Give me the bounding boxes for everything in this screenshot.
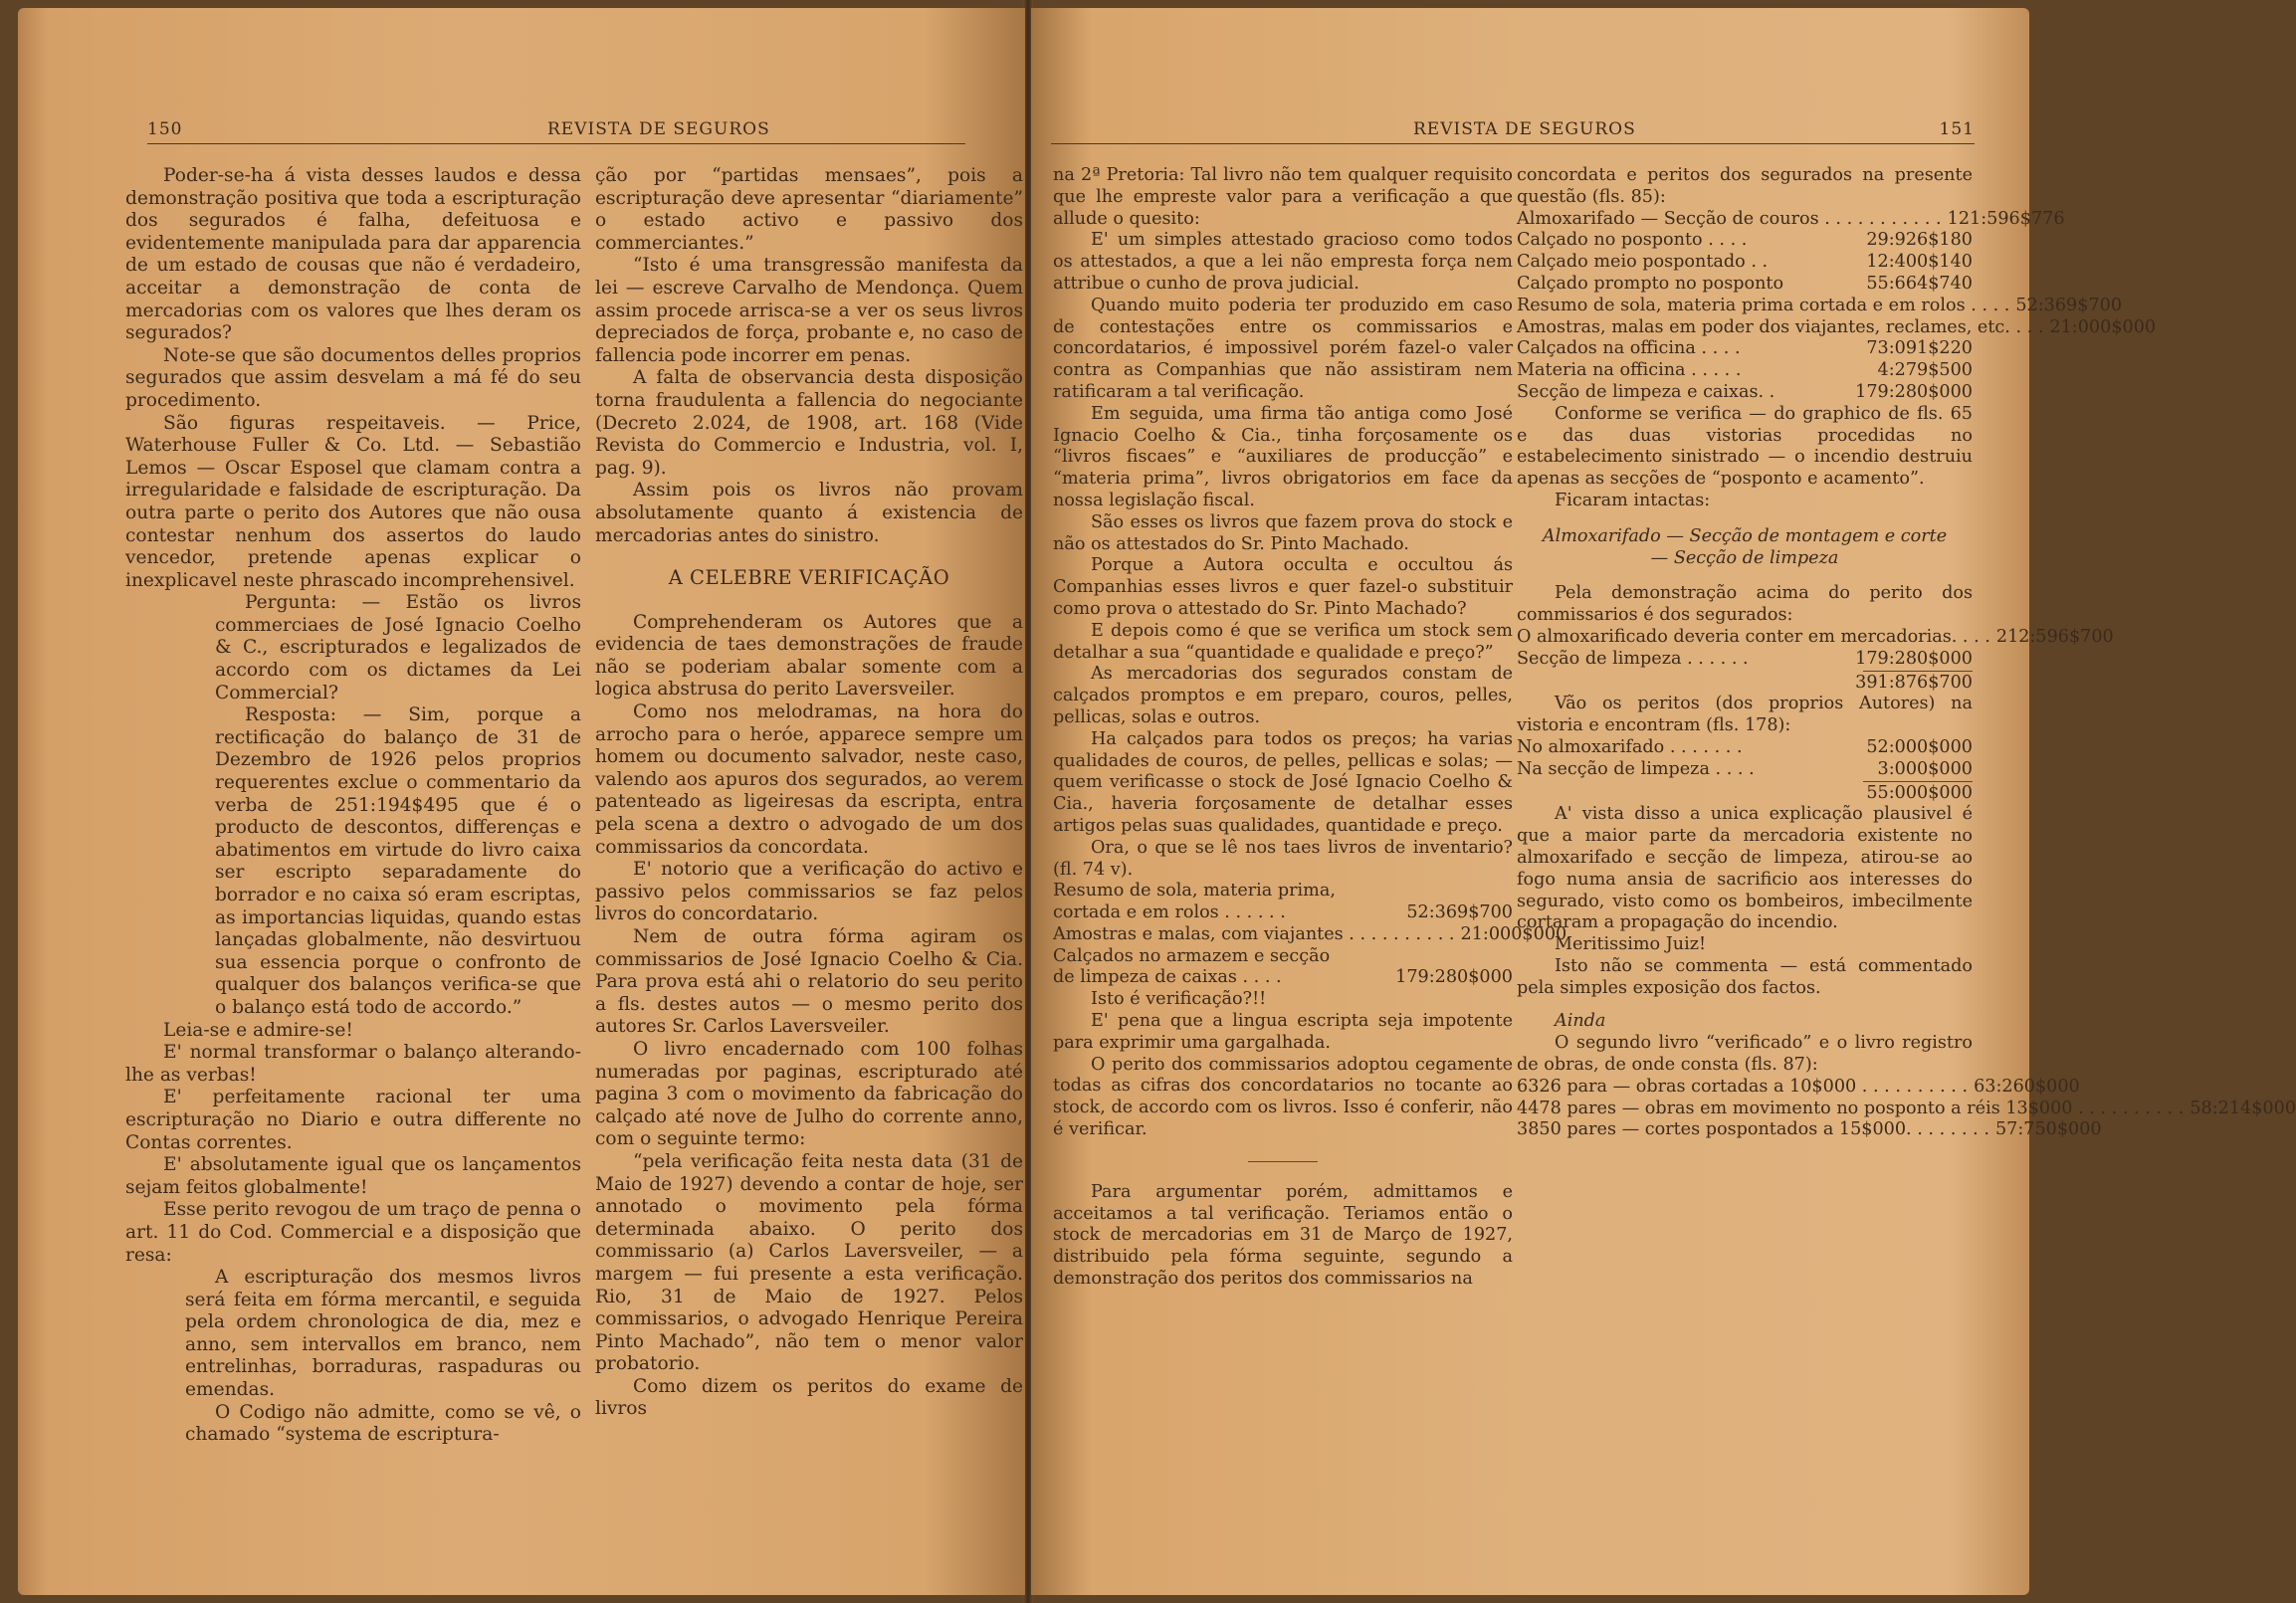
row-value: 179:280$000 (1855, 648, 1973, 669)
section-title: A CELEBRE VERIFICAÇÃO (668, 566, 950, 590)
table-row (1053, 881, 1513, 902)
paragraph: São figuras respeitaveis. — Price, Waterhouse Fuller & Co. Ltd. — Sebastião Lemos — Oscar Esposel que clamam contra a irregularidade e falsidade de escripturação. Da outra parte o perito dos Autores que não ousa contestar nenhum dos assertos do laudo vencedor, pretende apenas explicar o inexplicavel neste phrascado incomprehensivel. (125, 412, 581, 591)
table-row (1517, 274, 1973, 296)
row-value: 55:664$740 (1866, 273, 1973, 294)
row-value: 179:280$000 (1855, 381, 1973, 402)
paragraph: A falta de observancia desta disposição torna fraudulenta a fallencia do negociante (Decreto 2.024, de 1908, art. 168 (Vide Revista do Commercio e Industria, vol. I, pag. 9). (595, 367, 1023, 479)
left-header-title: REVISTA DE SEGUROS (547, 119, 770, 139)
table-row (1517, 230, 1973, 252)
row-label: Calçados no armazem e secção (1053, 945, 1331, 966)
row-label: Materia na officina . . . . . (1517, 360, 1742, 381)
row-value: 57:750$000 (1994, 1119, 2102, 1140)
paragraph: O livro encadernado com 100 folhas numeradas por paginas, escripturado até pagina 3 com o movimento da fabricação do calçado até nove de Julho do corrente anno, com o seguinte termo: (595, 1038, 1023, 1150)
table-row (1517, 295, 2123, 317)
row-label: 4478 pares — obras em movimento no posponto a réis 13$000 . . . . . . . . . . (1517, 1098, 2185, 1118)
row-value: 21:000$000 (1460, 923, 1567, 944)
stock-table (1517, 208, 2157, 404)
row-value: 3:000$000 (1877, 758, 1973, 779)
table-row (1517, 759, 1973, 781)
paragraph: “Isto é uma transgressão manifesta da lei — escreve Carvalho de Mendonça. Quem assim procede arrisca-se a ver os seus livros depreciados de força, probante e, no caso de fallencia pode incorrer em penas. (595, 255, 1023, 366)
row-value: 4:279$500 (1877, 360, 1973, 381)
table-row (1053, 923, 1567, 946)
paragraph: Ha calçados para todos os preços; ha varias qualidades de couros, de pelles, pellicas e solas; — quem verificasse o stock de José Ignacio Coelho & Cia., haveria forçosamente de detalhar esses artigos pelas suas qualidades, quantidade e preço. (1053, 728, 1513, 836)
row-value: 179:280$000 (1395, 967, 1513, 988)
row-label: Calçado meio pospontado . . (1517, 252, 1769, 273)
paragraph: Pela demonstração acima do perito dos commissarios é dos segurados: (1517, 583, 1973, 626)
paragraph: O perito dos commissarios adoptou cegamente todas as cifras dos concordatarios no tocante ao stock, de accordo com os livros. Isso é conferir, não é verificar. (1053, 1054, 1513, 1140)
paragraph: ção por “partidas mensaes”, pois a escripturação deve apresentar “diariamente” o estado activo e passivo dos commerciantes.” (595, 165, 1023, 254)
paragraph: A' vista disso a unica explicação plausivel é que a maior parte da mercadoria existente no almoxarifado e secção de limpeza, atirou-se ao fogo numa ansia de sacrificio aos interesses do segurado, visto como os bombeiros, imbecilmente cortaram a propagação do incendio. (1517, 804, 1973, 933)
paragraph: Como nos melodramas, na hora do arrocho para o heróe, apparece sempre um homem ou documento salvador, neste caso, valendo aos apuros dos segurados, ao verem patenteado as ligeiresas da escripta, entra pela scena a dextro o advogado de um dos commissarios da concordata. (595, 701, 1023, 858)
paragraph: Comprehenderam os Autores que a evidencia de taes demonstrações de fraude não se poderiam abalar somente com a logica abstrusa do perito Laversveiler. (595, 611, 1023, 701)
table-row (1517, 360, 1973, 382)
row-value: 63:260$000 (1974, 1076, 2080, 1097)
right-column-1 (1053, 165, 1567, 1291)
paragraph: E' notorio que a verificação do activo e passivo pelos commissarios se faz pelos livros do concordatario. (595, 859, 1023, 925)
row-value: 212:596$700 (1995, 626, 2114, 647)
quoted-term: “pela verificação feita nesta data (31 de Maio de 1927) devendo a contar de hoje, ser annotado o movimento pela fórma determinada abaixo. O perito dos commissario (a) Carlos Laversveiler, — a margem — fui presente a esta verificação. Rio, 31 de Maio de 1927. Pelos commissarios, o advogado Henrique Pereira Pinto Machado”, não tem o menor valor probatorio. (595, 1150, 1023, 1375)
row-label: Calçados na officina . . . . (1517, 338, 1741, 359)
quoted-law: A escripturação dos mesmos livros será feita em fórma mercantil, e seguida pela ordem chronologica de dia, mez e anno, sem intervallos em branco, nem entrelinhas, borraduras, raspaduras ou emendas. (185, 1267, 581, 1401)
paragraph: Meritissimo Juiz! (1555, 934, 1707, 955)
right-page-number: 151 (1939, 119, 1975, 139)
table-row (1517, 1076, 2080, 1099)
table-row (1517, 737, 1973, 759)
paragraph: Porque a Autora occulta e occultou ás Companhias esses livros e quer fazel-o substituir como prova o attestado do Sr. Pinto Machado? (1053, 555, 1513, 619)
inventory-table (1053, 881, 1567, 989)
left-column-1 (125, 165, 581, 1447)
row-label: O almoxarificado deveria conter em mercadorias. . . . (1517, 626, 1990, 647)
row-label: cortada e em rolos . . . . . . (1053, 902, 1286, 923)
paragraph: Quando muito poderia ter produzido em caso de contestações entre os commissarios e concordatarios, é impossivel porém fazel-o valer contra as Companhias que não assistiram nem ratificaram a tal verificação. (1053, 295, 1513, 402)
table-row (1517, 208, 2065, 231)
paragraph: Isto não se commenta — está commentado pela simples exposição dos factos. (1517, 955, 1973, 998)
table-row (1053, 967, 1513, 989)
right-page-header (1051, 107, 1975, 144)
row-value: 121:596$776 (1947, 208, 2065, 229)
right-column-2 (1517, 165, 2296, 1141)
paragraph: Note-se que são documentos delles proprios segurados que assim desvelam a má fé do seu procedimento. (125, 344, 581, 411)
paragraph: Leia-se e admire-se! (163, 1019, 353, 1041)
subheading-ainda: Ainda (1555, 1011, 1606, 1032)
left-page (18, 8, 1025, 1595)
paragraph: Em seguida, uma firma tão antiga como José Ignacio Coelho & Cia., tinha forçosamente os “livros fiscaes” e “auxiliares de producção” e “materia prima”, livros obrigatorios em face da nossa legislação fiscal. (1053, 403, 1513, 510)
paragraph: na 2ª Pretoria: Tal livro não tem qualquer requisito que lhe empreste valor para a verificação a que allude o quesito: (1053, 165, 1513, 229)
answer-paragraph: Resposta: — Sim, porque a rectificação do balanço de 31 de Dezembro de 1926 pelos proprios requerentes exclue o commentario da verba de 251:194$495 que é o producto de descontos, differenças e abatimentos em virtude do livro caixa ser escripto separadamente do borrador e no caixa só eram escriptas, as importancias liquidas, quando estas lançadas globalmente, não desvirtuou sua essencia porque o confronto de qualquer dos balanços verifica-se que o balanço está todo de accordo.” (215, 704, 581, 1018)
row-label: Calçado prompto no posponto (1517, 273, 1784, 294)
paragraph: E depois como é que se verifica um stock sem detalhar a sua “quantidade e qualidade e preço?” (1053, 620, 1513, 663)
question-paragraph: Pergunta: — Estão os livros commerciaes de José Ignacio Coelho & C., escripturados e legalizados de accordo com os dictames da Lei Commercial? (215, 592, 581, 703)
row-label: Resumo de sola, materia prima, (1053, 881, 1336, 902)
paragraph: Ficaram intactas: (1555, 490, 1711, 510)
row-label: 3850 pares — cortes pospontados a 15$000. . . . . . . . (1517, 1119, 1989, 1140)
table-row (1517, 1098, 2296, 1120)
italic-heading: Almoxarifado — Secção de montagem e corte (1542, 525, 1948, 546)
row-label: Calçado no posponto . . . . (1517, 230, 1748, 251)
paragraph: O segundo livro “verificado” e o livro registro de obras, de onde consta (fls. 87): (1517, 1033, 1973, 1076)
row-label: Secção de limpeza . . . . . . (1517, 648, 1749, 669)
row-label: No almoxarifado . . . . . . . (1517, 736, 1743, 757)
separator (1248, 1161, 1318, 1162)
table-row (1517, 316, 2157, 339)
row-value: 29:926$180 (1866, 230, 1973, 251)
paragraph: E' absolutamente igual que os lançamentos sejam feitos globalmente! (125, 1154, 581, 1198)
right-page (1031, 8, 2296, 1595)
total-value: 391:876$700 (1855, 672, 1973, 693)
row-value: 73:091$220 (1866, 338, 1973, 359)
italic-heading: — Secção de limpeza (1650, 547, 1839, 568)
table-row (1517, 382, 1973, 404)
paragraph: Vão os peritos (dos proprios Autores) na vistoria e encontram (fls. 178): (1517, 694, 1973, 736)
row-label: Na secção de limpeza . . . . (1517, 758, 1755, 779)
row-value (1507, 946, 1513, 968)
paragraph: Poder-se-ha á vista desses laudos e dessa demonstração positiva que toda a escripturação dos segurados é falha, defeituosa e evidentemente manipulada para dar apparencia de um estado de cousas que não é verdadeiro, acceitar a demonstração de conta de mercadorias com os valores que lhes deram os segurados? (125, 165, 581, 344)
table-row (1517, 338, 1973, 360)
paragraph: Ora, o que se lê nos taes livros de inventario? (fl. 74 v). (1053, 837, 1513, 880)
table-row (1053, 946, 1513, 968)
paragraph: Nem de outra fórma agiram os commissarios de José Ignacio Coelho & Cia. Para prova está ahi o relatorio do seu perito a fls. destes autos — o mesmo perito dos autores Sr. Carlos Laversveiler. (595, 926, 1023, 1038)
left-page-header (147, 107, 965, 144)
paragraph: O Codigo não admitte, como se vê, o chamado “systema de escriptura- (185, 1401, 581, 1446)
almoxarifado-table (1517, 626, 2114, 694)
left-column-2 (595, 165, 1023, 1421)
paragraph: Isto é verificação?!! (1091, 989, 1267, 1010)
paragraph: As mercadorias dos segurados constam de calçados promptos e em preparo, couros, pelles, pellicas, solas e outros. (1053, 664, 1513, 727)
paragraph: E' um simples attestado gracioso como todos os attestados, a que a lei não empresta força nem attribue o cunho de prova judicial. (1053, 230, 1513, 294)
row-label: Amostras, malas em poder dos viajantes, reclames, etc. . . . (1517, 316, 2044, 337)
paragraph: concordata e peritos dos segurados na presente questão (fls. 85): (1517, 165, 1973, 207)
paragraph: Conforme se verifica — do graphico de fls. 65 e das duas vistorias procedidas no estabelecimento sinistrado — o incendio destruiu apenas as secções de “posponto e acamento”. (1517, 403, 1973, 490)
row-label: Resumo de sola, materia prima cortada e em rolos . . . . (1517, 295, 2010, 315)
row-value (1507, 881, 1513, 902)
row-label: Secção de limpeza e caixas. . (1517, 381, 1775, 402)
row-value: 21:000$000 (2049, 316, 2157, 337)
row-value: 58:214$000 (2190, 1098, 2296, 1118)
row-label: 6326 para — obras cortadas a 10$000 . . . . . . . . . . (1517, 1076, 1969, 1097)
table-row (1053, 902, 1513, 924)
row-value: 52:000$000 (1866, 736, 1973, 757)
left-page-number: 150 (147, 119, 183, 139)
paragraph: E' normal transformar o balanço alterando-lhe as verbas! (125, 1042, 581, 1086)
table-row (1517, 252, 1973, 274)
obras-table (1517, 1076, 2296, 1141)
paragraph: E' perfeitamente racional ter uma escripturação no Diario e outra differente no Contas correntes. (125, 1087, 581, 1153)
paragraph: E' pena que a lingua escripta seja impotente para exprimir uma gargalhada. (1053, 1011, 1513, 1053)
row-value: 52:369$700 (1406, 902, 1513, 923)
right-header-title: REVISTA DE SEGUROS (1413, 119, 1636, 139)
paragraph: Como dizem os peritos do exame de livros (595, 1375, 1023, 1420)
vistoria-table (1517, 737, 1973, 804)
row-value: 12:400$140 (1866, 252, 1973, 273)
row-label: de limpeza de caixas . . . . (1053, 967, 1282, 988)
total-value: 55:000$000 (1866, 782, 1973, 803)
paragraph: São esses os livros que fazem prova do stock e não os attestados do Sr. Pinto Machado. (1053, 511, 1513, 554)
row-value: 52:369$700 (2015, 295, 2123, 315)
row-label: Amostras e malas, com viajantes . . . . . . . . . . (1053, 923, 1455, 944)
paragraph: Esse perito revogou de um traço de penna o art. 11 do Cod. Commercial e a disposição que resa: (125, 1199, 581, 1266)
table-row (1517, 626, 2114, 649)
row-label: Almoxarifado — Secção de couros . . . . . . . . . . . (1517, 208, 1942, 229)
paragraph: Assim pois os livros não provam absolutamente quanto á existencia de mercadorias antes do sinistro. (595, 480, 1023, 546)
paragraph: Para argumentar porém, admittamos e acceitamos a tal verificação. Teriamos então o stock de mercadorias em 31 de Março de 1927, distribuido pela fórma seguinte, segundo a demonstração dos peritos dos commissarios na (1053, 1181, 1513, 1290)
table-row (1517, 649, 1973, 671)
table-row (1517, 1119, 2102, 1141)
